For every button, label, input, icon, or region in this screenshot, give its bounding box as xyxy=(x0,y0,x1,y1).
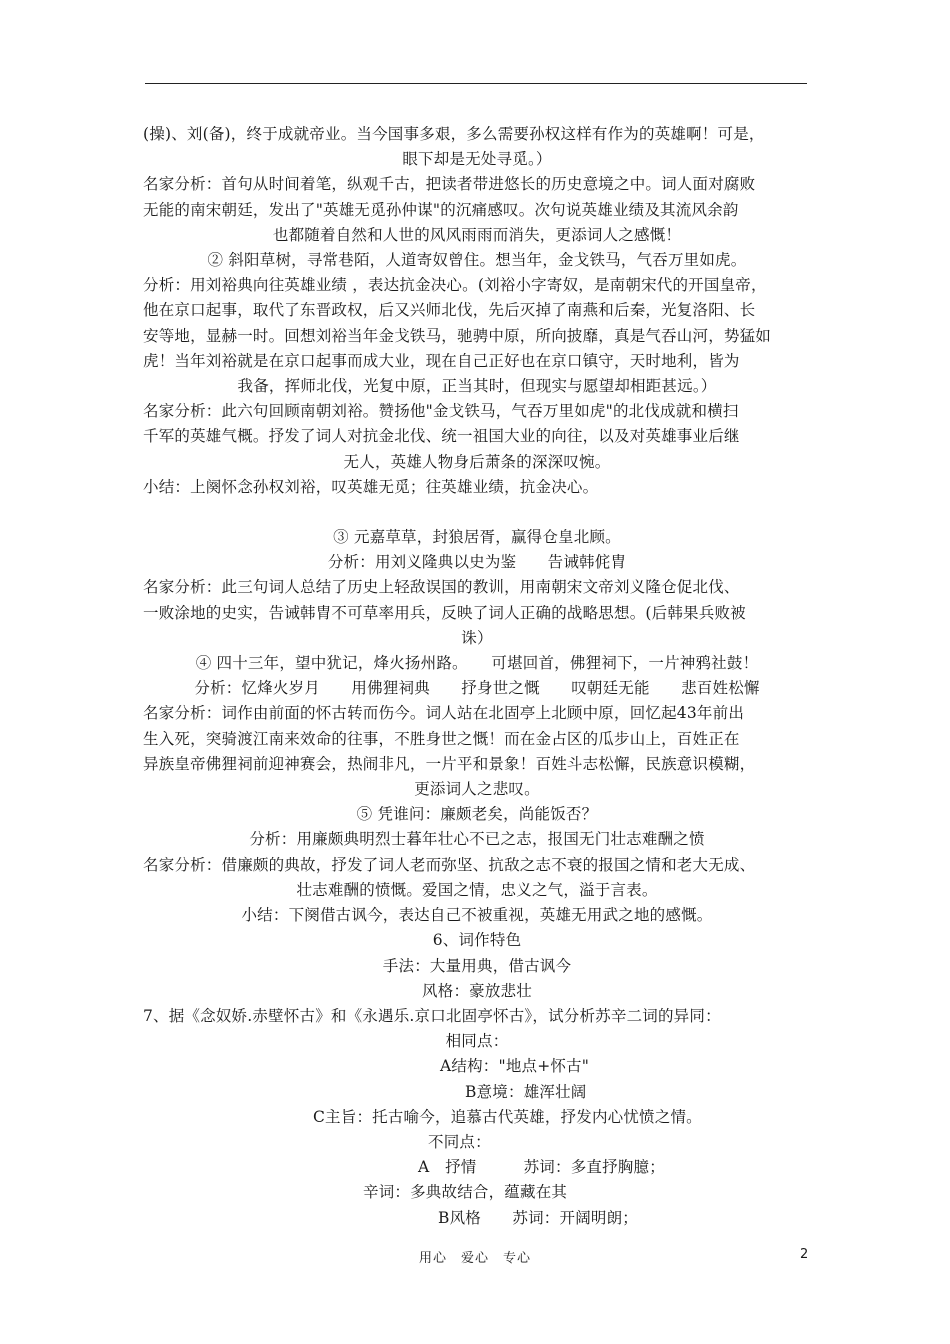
text-line: 分析：用刘义隆典以史为鉴 告诫韩侂胄 xyxy=(327,553,627,572)
section-heading: 6、词作特色 xyxy=(432,931,522,950)
poem-line: ⑤ 凭谁问：廉颇老矣，尚能饭否？ xyxy=(356,805,598,824)
summary-line: 小结：上阕怀念孙权刘裕，叹英雄无觅；往英雄业绩，抗金决心。 xyxy=(143,477,599,496)
text-line: 也都随着自然和人世的风风雨雨而消失，更添词人之感慨！ xyxy=(272,225,682,244)
poem-line: ③ 元嘉草草，封狼居胥，赢得仓皇北顾。 xyxy=(333,528,621,547)
text-line: 相同点： xyxy=(445,1032,509,1051)
spacer xyxy=(143,500,811,525)
text-line: 分析：忆烽火岁月 用佛狸祠典 抒身世之慨 叹朝廷无能 悲百姓松懈 xyxy=(194,679,760,698)
document-body xyxy=(143,122,811,1231)
text-line: 手法：大量用典，借古讽今 xyxy=(382,956,572,975)
text-line: 名家分析：词作由前面的怀古转而伤今。词人站在北固亭上北顾中原，回忆起43年前出 xyxy=(143,704,745,723)
text-line: 不同点： xyxy=(428,1132,491,1151)
text-line: 分析：用刘裕典向往英雄业绩 ，表达抗金决心。(刘裕小字寄奴，是南朝宋代的开国皇帝， xyxy=(143,276,767,295)
text-line: A结构："地点+怀古" xyxy=(440,1057,590,1076)
page-number: 2 xyxy=(800,1247,809,1262)
text-line: 壮志难酬的愤慨。爱国之情，忠义之气，溢于言表。 xyxy=(296,880,658,899)
text-line: 我备，挥师北伐，光复中原，正当其时，但现实与愿望却相距甚远。） xyxy=(237,377,717,396)
text-line: 千军的英雄气概。抒发了词人对抗金北伐、统一祖国大业的向往，以及对英雄事业后继 xyxy=(143,427,740,446)
text-line: 名家分析：借廉颇的典故，抒发了词人老而弥坚、抗敌之志不衰的报国之情和老大无成、 xyxy=(143,855,756,874)
text-line: 一败涂地的史实，告诫韩胄不可草率用兵，反映了词人正确的战略思想。(后韩果兵败被 xyxy=(143,603,746,622)
text-line: 名家分析：此三句词人总结了历史上轻敌误国的教训，用南朝宋文帝刘义隆仓促北伐、 xyxy=(143,578,740,597)
text-line: 异族皇帝佛狸祠前迎神赛会，热闹非凡，一片平和景象！百姓斗志松懈，民族意识模糊， xyxy=(143,754,756,773)
text-line: 无能的南宋朝廷，发出了"英雄无觅孙仲谋"的沉痛感叹。次句说英雄业绩及其流风余韵 xyxy=(143,200,739,219)
poem-line: ④ 四十三年，望中犹记，烽火扬州路。 可堪回首，佛狸祠下，一片神鸦社鼓！ xyxy=(195,654,759,673)
text-line: 名家分析：首句从时间着笔，纵观千古，把读者带进悠长的历史意境之中。词人面对腐败 xyxy=(143,175,756,194)
text-line: B意境：雄浑壮阔 xyxy=(465,1082,587,1101)
text-line: 名家分析：此六句回顾南朝刘裕。赞扬他"金戈铁马，气吞万里如虎"的北伐成就和横扫 xyxy=(143,402,739,421)
text-line: 虎！当年刘裕就是在京口起事而成大业，现在自己正好也在京口镇守，天时地利，皆为 xyxy=(143,351,740,370)
text-line: 辛词：多典故结合，蕴藏在其 xyxy=(363,1183,568,1202)
text-line: 诛） xyxy=(461,628,493,647)
text-line: 生入死，突骑渡江南来效命的往事，不胜身世之慨！而在金占区的瓜步山上，百姓正在 xyxy=(143,729,740,748)
poem-line: ② 斜阳草树，寻常巷陌，人道寄奴曾住。想当年，金戈铁马，气吞万里如虎。 xyxy=(207,251,747,270)
summary-line: 小结：下阕借古讽今，表达自己不被重视，英雄无用武之地的感慨。 xyxy=(241,906,713,925)
text-line: 分析：用廉颇典明烈士暮年壮心不已之志，报国无门壮志难酬之愤 xyxy=(249,830,705,849)
text-line: 风格：豪放悲壮 xyxy=(422,981,532,1000)
section-heading: 7、据《念奴娇.赤壁怀古》和《永遇乐.京口北固亭怀古》，试分析苏辛二词的异同： xyxy=(143,1006,721,1025)
text-line: 无人，英雄人物身后萧条的深深叹惋。 xyxy=(343,452,611,471)
header-rule xyxy=(145,83,807,84)
footer-motto: 用心 爱心 专心 xyxy=(418,1251,531,1266)
text-line: A 抒情 苏词：多直抒胸臆； xyxy=(418,1158,665,1177)
text-line: 安等地，显赫一时。回想刘裕当年金戈铁马，驰骋中原，所向披靡，真是气吞山河，势猛如 xyxy=(143,326,772,345)
text-line: (操)、刘(备)，终于成就帝业。当今国事多艰，多么需要孙权这样有作为的英雄啊！可是， xyxy=(143,125,765,143)
text-line: 眼下却是无处寻觅。） xyxy=(402,150,552,169)
text-line: B风格 苏词：开阔明朗； xyxy=(438,1208,638,1227)
text-line: C主旨：托古喻今，追慕古代英雄，抒发内心忧愤之情。 xyxy=(313,1107,702,1126)
text-line: 他在京口起事，取代了东晋政权，后又兴师北伐，先后灭掉了南燕和后秦，光复洛阳、长 xyxy=(143,301,756,320)
text-line: 更添词人之悲叹。 xyxy=(414,780,540,799)
